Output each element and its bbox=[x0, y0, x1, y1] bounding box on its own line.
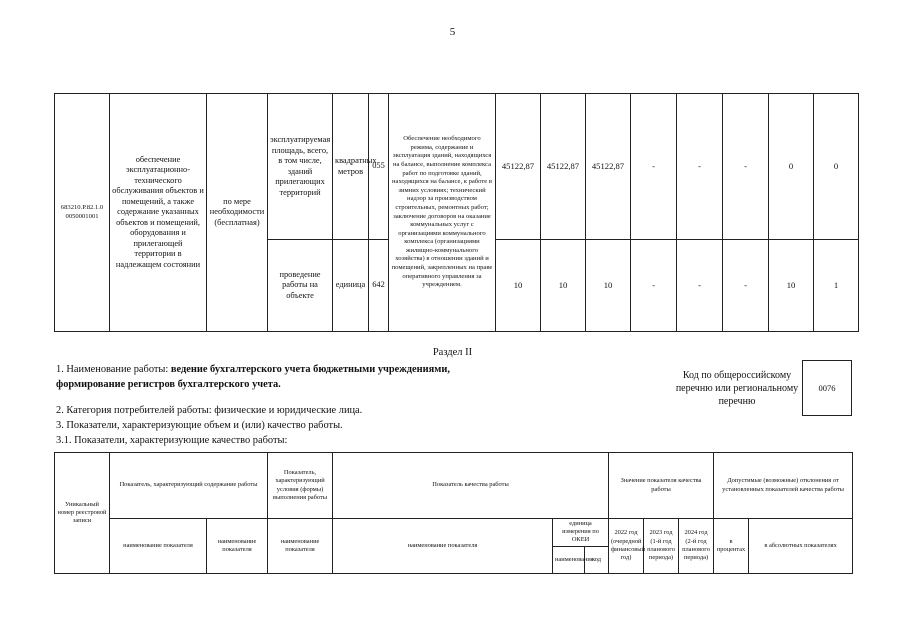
work-condition: по мере необходимости (бесплатная) bbox=[207, 94, 268, 332]
header-indicator-name: наименование показателя bbox=[268, 519, 333, 574]
work-content: обеспечение эксплуатационно-технического обслуживания объектов и помещений, а также содержание указанных объектов и помещений, оборудования и прилегающей территории в надлежащем состоянии bbox=[110, 94, 207, 332]
page-number: 5 bbox=[449, 26, 456, 38]
work-name-bold-1: ведение бухгалтерского учета бюджетными учреждениями, bbox=[170, 364, 450, 375]
code-box bbox=[802, 360, 852, 416]
quality-indicators-table bbox=[54, 452, 853, 574]
value-2023: 10 bbox=[541, 240, 586, 332]
header-indicator-name: наименование показателя bbox=[207, 519, 268, 574]
quality-indicators-heading: 3.1. Показатели, характеризующие качество работы: bbox=[56, 435, 288, 446]
registry-code: 683210.Р.82.1.0 0050001001 bbox=[55, 94, 110, 332]
value-2024: 45122,87 bbox=[586, 94, 631, 240]
dash-cell: - bbox=[723, 240, 769, 332]
consumer-category: 2. Категория потребителей работы: физические и юридические лица. bbox=[56, 405, 363, 416]
header-year-2024: 2024 год (2-й год планового периода) bbox=[679, 519, 714, 574]
work-volume-table bbox=[54, 93, 859, 332]
dash-cell: - bbox=[677, 94, 723, 240]
code-value: 0076 bbox=[818, 383, 836, 393]
header-unit-name: наименование bbox=[553, 546, 585, 573]
code-label: Код по общероссийскому перечню или региональному перечню bbox=[675, 370, 799, 407]
deviation-percent: 0 bbox=[769, 94, 814, 240]
work-name-line-2 bbox=[56, 379, 281, 390]
header-condition: Показатель, характеризующий условия (формы) выполнения работы bbox=[268, 453, 333, 519]
header-percent: в процентах bbox=[714, 519, 749, 574]
work-description: Обеспечение необходимого режима, содержание и эксплуатация зданий, находящихся на балансе, выполнение комплекса работ по подготовке зданий, находящихся на балансе, к работе в зимних условиях; технический надзор за производством строительных, ремонтных работ; заключение договоров на оказание коммунальных услуг с организациями коммунального комплекса (организациями жилищно-коммунального хозяйства) в отношении зданий и помещений, закрепленных на праве оперативного управления за учреждением. bbox=[389, 94, 496, 332]
indicator-name: проведение работы на объекте bbox=[268, 240, 333, 332]
header-year-2022: 2022 год (очередной финансовый год) bbox=[609, 519, 644, 574]
work-name-bold-2: формирование регистров бухгалтерского учета. bbox=[56, 379, 281, 390]
okei-code: 055 bbox=[369, 94, 389, 240]
work-name-prefix: 1. Наименование работы: bbox=[56, 364, 171, 375]
section-title: Раздел II bbox=[432, 347, 473, 358]
header-absolute: в абсолютных показателях bbox=[749, 519, 853, 574]
indicators-heading: 3. Показатели, характеризующие объем и (или) качество работы. bbox=[56, 420, 343, 431]
deviation-absolute: 1 bbox=[814, 240, 859, 332]
deviation-percent: 10 bbox=[769, 240, 814, 332]
value-2022: 10 bbox=[496, 240, 541, 332]
dash-cell: - bbox=[677, 240, 723, 332]
indicator-name: эксплуатируемая площадь, всего, в том числе, зданий прилегающих территорий bbox=[268, 94, 333, 240]
header-quality: Показатель качества работы bbox=[333, 453, 609, 519]
unit-name: квадратных метров bbox=[333, 94, 369, 240]
dash-cell: - bbox=[631, 240, 677, 332]
header-value: Значение показателя качества работы bbox=[609, 453, 714, 519]
okei-code: 642 bbox=[369, 240, 389, 332]
dash-cell: - bbox=[723, 94, 769, 240]
header-indicator-name: наименование показателя bbox=[110, 519, 207, 574]
header-unit-code: код bbox=[585, 546, 609, 573]
value-2022: 45122,87 bbox=[496, 94, 541, 240]
header-indicator-name: наименование показателя bbox=[333, 519, 553, 574]
deviation-absolute: 0 bbox=[814, 94, 859, 240]
header-registry: Уникальный номер реестровой записи bbox=[55, 453, 110, 574]
dash-cell: - bbox=[631, 94, 677, 240]
value-2023: 45122,87 bbox=[541, 94, 586, 240]
header-allowed: Допустимые (возможные) отклонения от установленных показателей качества работы bbox=[714, 453, 853, 519]
work-name-line bbox=[56, 364, 450, 375]
unit-name: единица bbox=[333, 240, 369, 332]
value-2024: 10 bbox=[586, 240, 631, 332]
header-content: Показатель, характеризующий содержание работы bbox=[110, 453, 268, 519]
header-year-2023: 2023 год (1-й год планового периода) bbox=[644, 519, 679, 574]
header-unit: единица измерения по ОКЕИ bbox=[553, 519, 609, 547]
